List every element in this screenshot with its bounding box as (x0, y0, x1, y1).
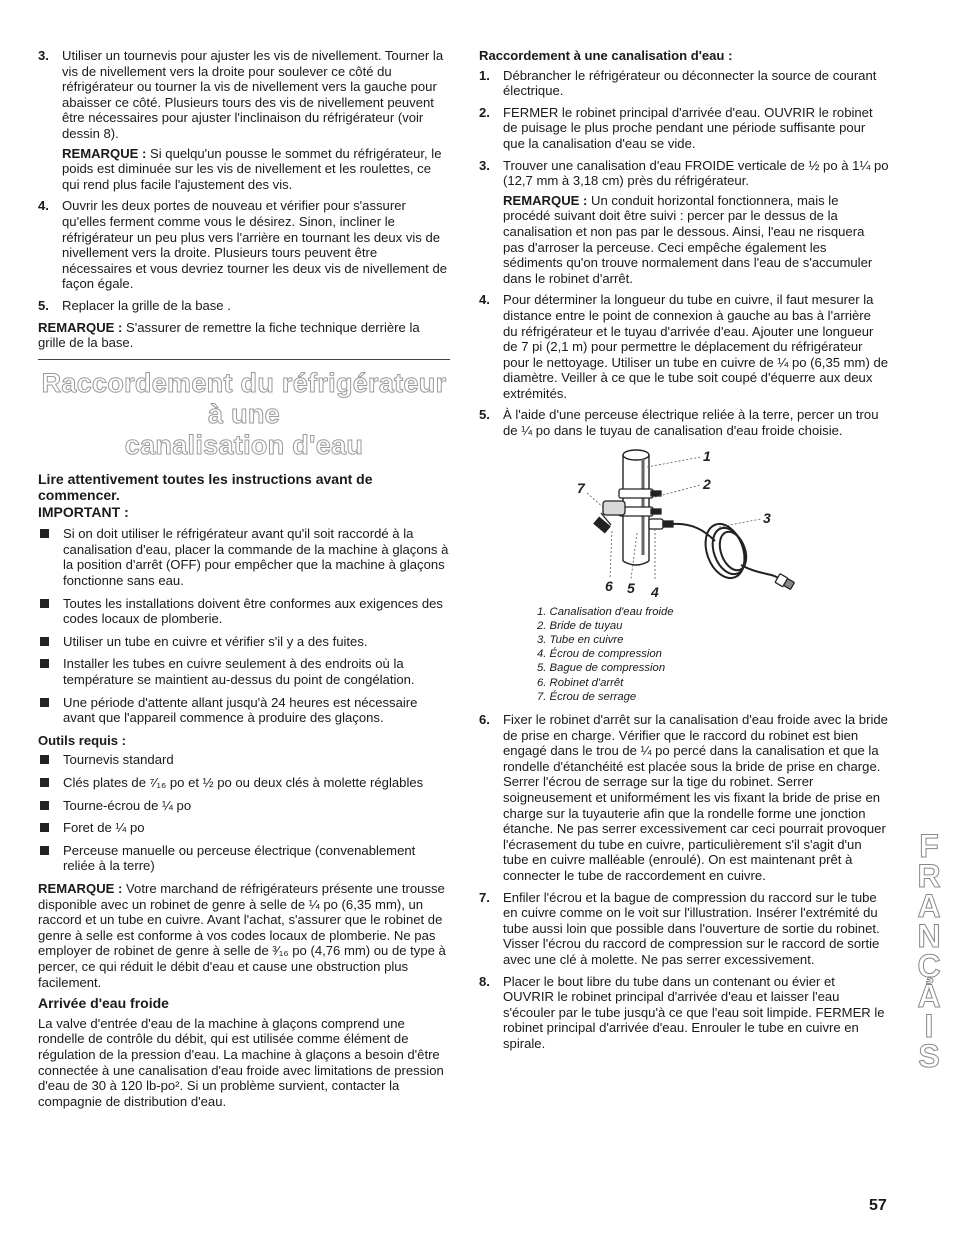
section-divider (38, 359, 450, 360)
section-heading-line-1: Raccordement du réfrigérateur à une (41, 367, 447, 429)
list-item (38, 843, 450, 874)
cold-water-text: La valve d'entrée d'eau de la machine à glaçons comprend une rondelle de contrôle du débit, qui est utilisée comme élément de régulation de la pression d'eau. La machine à glaçons a besoin d'être connectée à une canalisation d'eau froide avec limitations de pression d'eau de 30 à 120 lb-po². Si un problème survient, contacter la compagnie de distribution d'eau. (38, 1015, 444, 1109)
list-item (38, 775, 450, 791)
list-item (38, 634, 450, 650)
bullet-square-icon (40, 698, 49, 707)
legend-item: 3. Tube en cuivre (537, 634, 624, 647)
callout-2: 2 (703, 475, 711, 492)
shutoff-valve-drawing (594, 501, 673, 533)
water-line-illustration (479, 445, 889, 605)
step-number: 3. (38, 48, 49, 63)
list-item (38, 820, 450, 836)
kit-remark (38, 881, 450, 990)
tools-list (38, 752, 450, 874)
step-3 (38, 48, 450, 192)
right-column (479, 48, 889, 1058)
step-6 (479, 712, 889, 884)
legend-item: 1. Canalisation d'eau froide (537, 605, 674, 618)
callout-5: 5 (627, 579, 635, 596)
step-text: FERMER le robinet principal d'arrivée d'eau. OUVRIR le robinet de puisage le plus proche pendant une période suffisante pour que la canalisation d'eau se vide. (503, 104, 873, 151)
callout-3: 3 (763, 509, 771, 526)
step-number: 7. (479, 889, 490, 905)
read-instructions: Lire attentivement toutes les instructions avant de commencer. (38, 470, 373, 503)
section-heading-line-2: canalisation d'eau (124, 429, 364, 460)
list-item (38, 695, 450, 726)
step-2 (479, 105, 889, 152)
step-4 (38, 198, 450, 292)
legend-item: 7. Écrou de serrage (537, 690, 637, 703)
legend-item: 5. Bague de compression (537, 662, 666, 675)
list-item (38, 798, 450, 814)
important-list (38, 526, 450, 726)
step-text: Replacer la grille de la base . (62, 297, 231, 313)
step-number: 2. (479, 104, 490, 120)
list-item (38, 596, 450, 627)
list-item-text: Clés plates de ⁷⁄₁₆ po et ½ po ou deux clés à molette réglables (63, 775, 424, 790)
bullet-square-icon (40, 801, 49, 810)
valve-diagram (479, 445, 889, 605)
remark-text: Si quelqu'un pousse le sommet du réfrigérateur, le poids est diminuée sur les vis de nivellement et les roulettes, ce qui rend plus facile l'ajustement des vis. (62, 145, 442, 192)
language-side-tab: FRANÇAIS (911, 828, 947, 1068)
bullet-square-icon (40, 778, 49, 787)
section-heading (38, 368, 450, 461)
bullet-square-icon (40, 659, 49, 668)
step-remark (62, 146, 450, 193)
list-item (38, 526, 450, 588)
callout-7: 7 (577, 479, 585, 496)
legend-item: 6. Robinet d'arrêt (537, 676, 624, 689)
bullet-square-icon (40, 755, 49, 764)
list-item (38, 656, 450, 687)
water-line-section-title: Raccordement à une canalisation d'eau : (479, 48, 733, 63)
callout-leader-lines (587, 457, 761, 581)
step-text: Fixer le robinet d'arrêt sur la canalisation d'eau froide avec la bride de prise en charge. Vérifier que le raccord du robinet est bien engagé dans le trou de ¼ po percé dans la canalisation et que la rondelle d'étanchéité est placée sous la bride de prise en charge. Serrer l'écrou de serrage sur la tige du robinet. Serrer soigneusement et uniformément les vis fixant la bride de prise en charge sur la tuyauterie afin que la rondelle forme une jonction étanche. Ne pas serrer excessivement car ceci pourrait provoquer l'écrasement du tube en cuivre, particulièrement s'il s'agit d'un tube en cuivre malléable (enroulé). On est maintenant prêt à connecter le tube de raccordement en cuivre. (503, 712, 888, 884)
step-5 (38, 298, 450, 314)
tools-heading: Outils requis : (38, 732, 127, 748)
list-item-text: Une période d'attente allant jusqu'à 24 heures est nécessaire avant que l'appareil commence à produire des glaçons. (63, 694, 418, 726)
step-text: Trouver une canalisation d'eau FROIDE verticale de ½ po à 1¼ po (12,7 mm à 3,18 cm) près du réfrigérateur. (503, 157, 889, 189)
remark-text: Votre marchand de réfrigérateurs présente une trousse disponible avec un robinet de genre à selle de ¼ po (6,35 mm), un raccord et un tube en cuivre. Avant l'achat, s'assurer que le robinet de genre à selle est conforme à vos codes locaux de plomberie. Ne pas employer de robinet de genre à selle de ³⁄₁₆ po (4,76 mm) ou de type à percer, ce qui réduit le débit d'eau et cause une obstruction plus facilement. (38, 880, 446, 990)
remark-text: S'assurer de remettre la fiche technique derrière la grille de la base. (38, 319, 420, 351)
step-number: 6. (479, 712, 490, 728)
step-1 (479, 68, 889, 99)
step-text: Débrancher le réfrigérateur ou déconnecter la source de courant électrique. (503, 67, 877, 99)
copper-tube-coil-drawing (673, 518, 779, 583)
step-remark (503, 193, 889, 287)
page-number: 57 (869, 1197, 887, 1214)
step-8 (479, 974, 889, 1052)
base-grille-remark (38, 320, 450, 351)
step-text: Enfiler l'écrou et la bague de compression du raccord sur le tube en cuivre comme on le voit sur l'illustration. Insérer l'extrémité du tube aussi loin que possible dans l'ouverture de sortie du robinet. Visser l'écrou du raccord de compression sur le raccord de sortie avec une clé à molette. Ne pas serrer excessivement. (503, 889, 880, 967)
list-item-text: Installer les tubes en cuivre seulement à des endroits où la température se maintient au-dessus du point de congélation. (63, 656, 415, 688)
remark-label: REMARQUE : (62, 145, 147, 161)
list-item (38, 752, 450, 768)
step-text: Pour déterminer la longueur du tube en cuivre, il faut mesurer la distance entre le point de connexion à gauche au bas à l'arrière du réfrigérateur et le tuyau d'arrivée d'eau. Ajouter une longueur de 7 pi (2,1 m) pour permettre le déplacement du réfrigérateur pour le nettoyage. Utiliser un tube en cuivre de ¼ po (6,35 mm) de diamètre. Veiller à ce que le tube soit coupé d'équerre aux deux extrémités. (503, 292, 889, 401)
step-number: 4. (38, 198, 49, 214)
step-5 (479, 407, 889, 438)
bullet-square-icon (40, 637, 49, 646)
list-item-text: Perceuse manuelle ou perceuse électrique (convenablement reliée à la terre) (63, 842, 416, 874)
bullet-square-icon (40, 846, 49, 855)
step-3 (479, 158, 889, 287)
list-item-text: Toutes les installations doivent être conformes aux exigences des codes locaux de plomberie. (63, 595, 443, 627)
step-text: Utiliser un tournevis pour ajuster les vis de nivellement. Tourner la vis de nivellement vers la droite pour soulever ce côté du réfrigérateur ou tourner la vis de nivellement vers la gauche pour abaisser ce côté. Plusieurs tours des vis de nivellement peuvent être nécessaires pour ajuster l'inclinaison du réfrigérateur (voir dessin 8). (62, 48, 444, 141)
remark-label: REMARQUE : (38, 319, 123, 335)
list-item-text: Utiliser un tube en cuivre et vérifier s'il y a des fuites. (63, 633, 368, 649)
bullet-square-icon (40, 599, 49, 608)
figure-legend (537, 605, 889, 704)
callout-1: 1 (703, 447, 711, 464)
step-number: 1. (479, 67, 490, 83)
remark-label: REMARQUE : (503, 192, 588, 208)
remark-text: Un conduit horizontal fonctionnera, mais le procédé suivant doit être suivi : percer par le dessus de la canalisation et non pas par le dessous. Ainsi, l'eau ne risquera pas d'arroser la perceuse. Ceci empêche également les sédiments qu'on trouve normalement dans l'eau de s'accumuler dans le robinet d'arrêt. (503, 192, 873, 286)
legend-item: 2. Bride de tuyau (537, 619, 623, 632)
list-item-text: Tourne-écrou de ¼ po (63, 797, 192, 813)
left-column (38, 48, 450, 1115)
step-number: 4. (479, 292, 490, 308)
step-number: 5. (479, 407, 490, 423)
callout-4: 4 (651, 583, 659, 600)
compression-fitting-drawing (775, 573, 794, 589)
step-7 (479, 890, 889, 968)
important-label: IMPORTANT : (38, 503, 129, 520)
list-item-text: Si on doit utiliser le réfrigérateur avant qu'il soit raccordé à la canalisation d'eau, placer la commande de la machine à glaçons à la position d'arrêt (OFF) pour empêcher que la machine à glaçons fonctionne sans eau. (63, 526, 449, 589)
legend-item: 4. Écrou de compression (537, 648, 662, 661)
remark-label: REMARQUE : (38, 880, 123, 896)
step-text: Ouvrir les deux portes de nouveau et vérifier pour s'assurer qu'elles ferment comme vous le désirez. Sinon, incliner le réfrigérateur un peu plus vers l'arrière en tournant les deux vis de nivellement vers la droite. Plusieurs tours peuvent être nécessaires et vous devriez tourner les deux vis de nivellement de façon égale. (62, 198, 448, 292)
step-4 (479, 292, 889, 401)
step-text: Placer le bout libre du tube dans un contenant ou évier et OUVRIR le robinet principal d'arrivée d'eau et laisser l'eau s'écouler par le tube jusqu'à ce que l'eau soit limpide. FERMER le robinet principal d'arrivée d'eau. Enrouler le tube en cuivre en spirale. (503, 973, 885, 1051)
step-number: 8. (479, 973, 490, 989)
cold-water-heading: Arrivée d'eau froide (38, 995, 169, 1012)
step-text: À l'aide d'une perceuse électrique reliée à la terre, percer un trou de ¼ po dans le tuyau de canalisation d'eau froide choisie. (503, 407, 879, 439)
bullet-square-icon (40, 529, 49, 538)
list-item-text: Tournevis standard (63, 752, 174, 768)
callout-6: 6 (605, 577, 613, 594)
step-number: 5. (38, 297, 49, 313)
bullet-square-icon (40, 823, 49, 832)
step-number: 3. (479, 157, 490, 173)
list-item-text: Foret de ¼ po (63, 820, 145, 836)
